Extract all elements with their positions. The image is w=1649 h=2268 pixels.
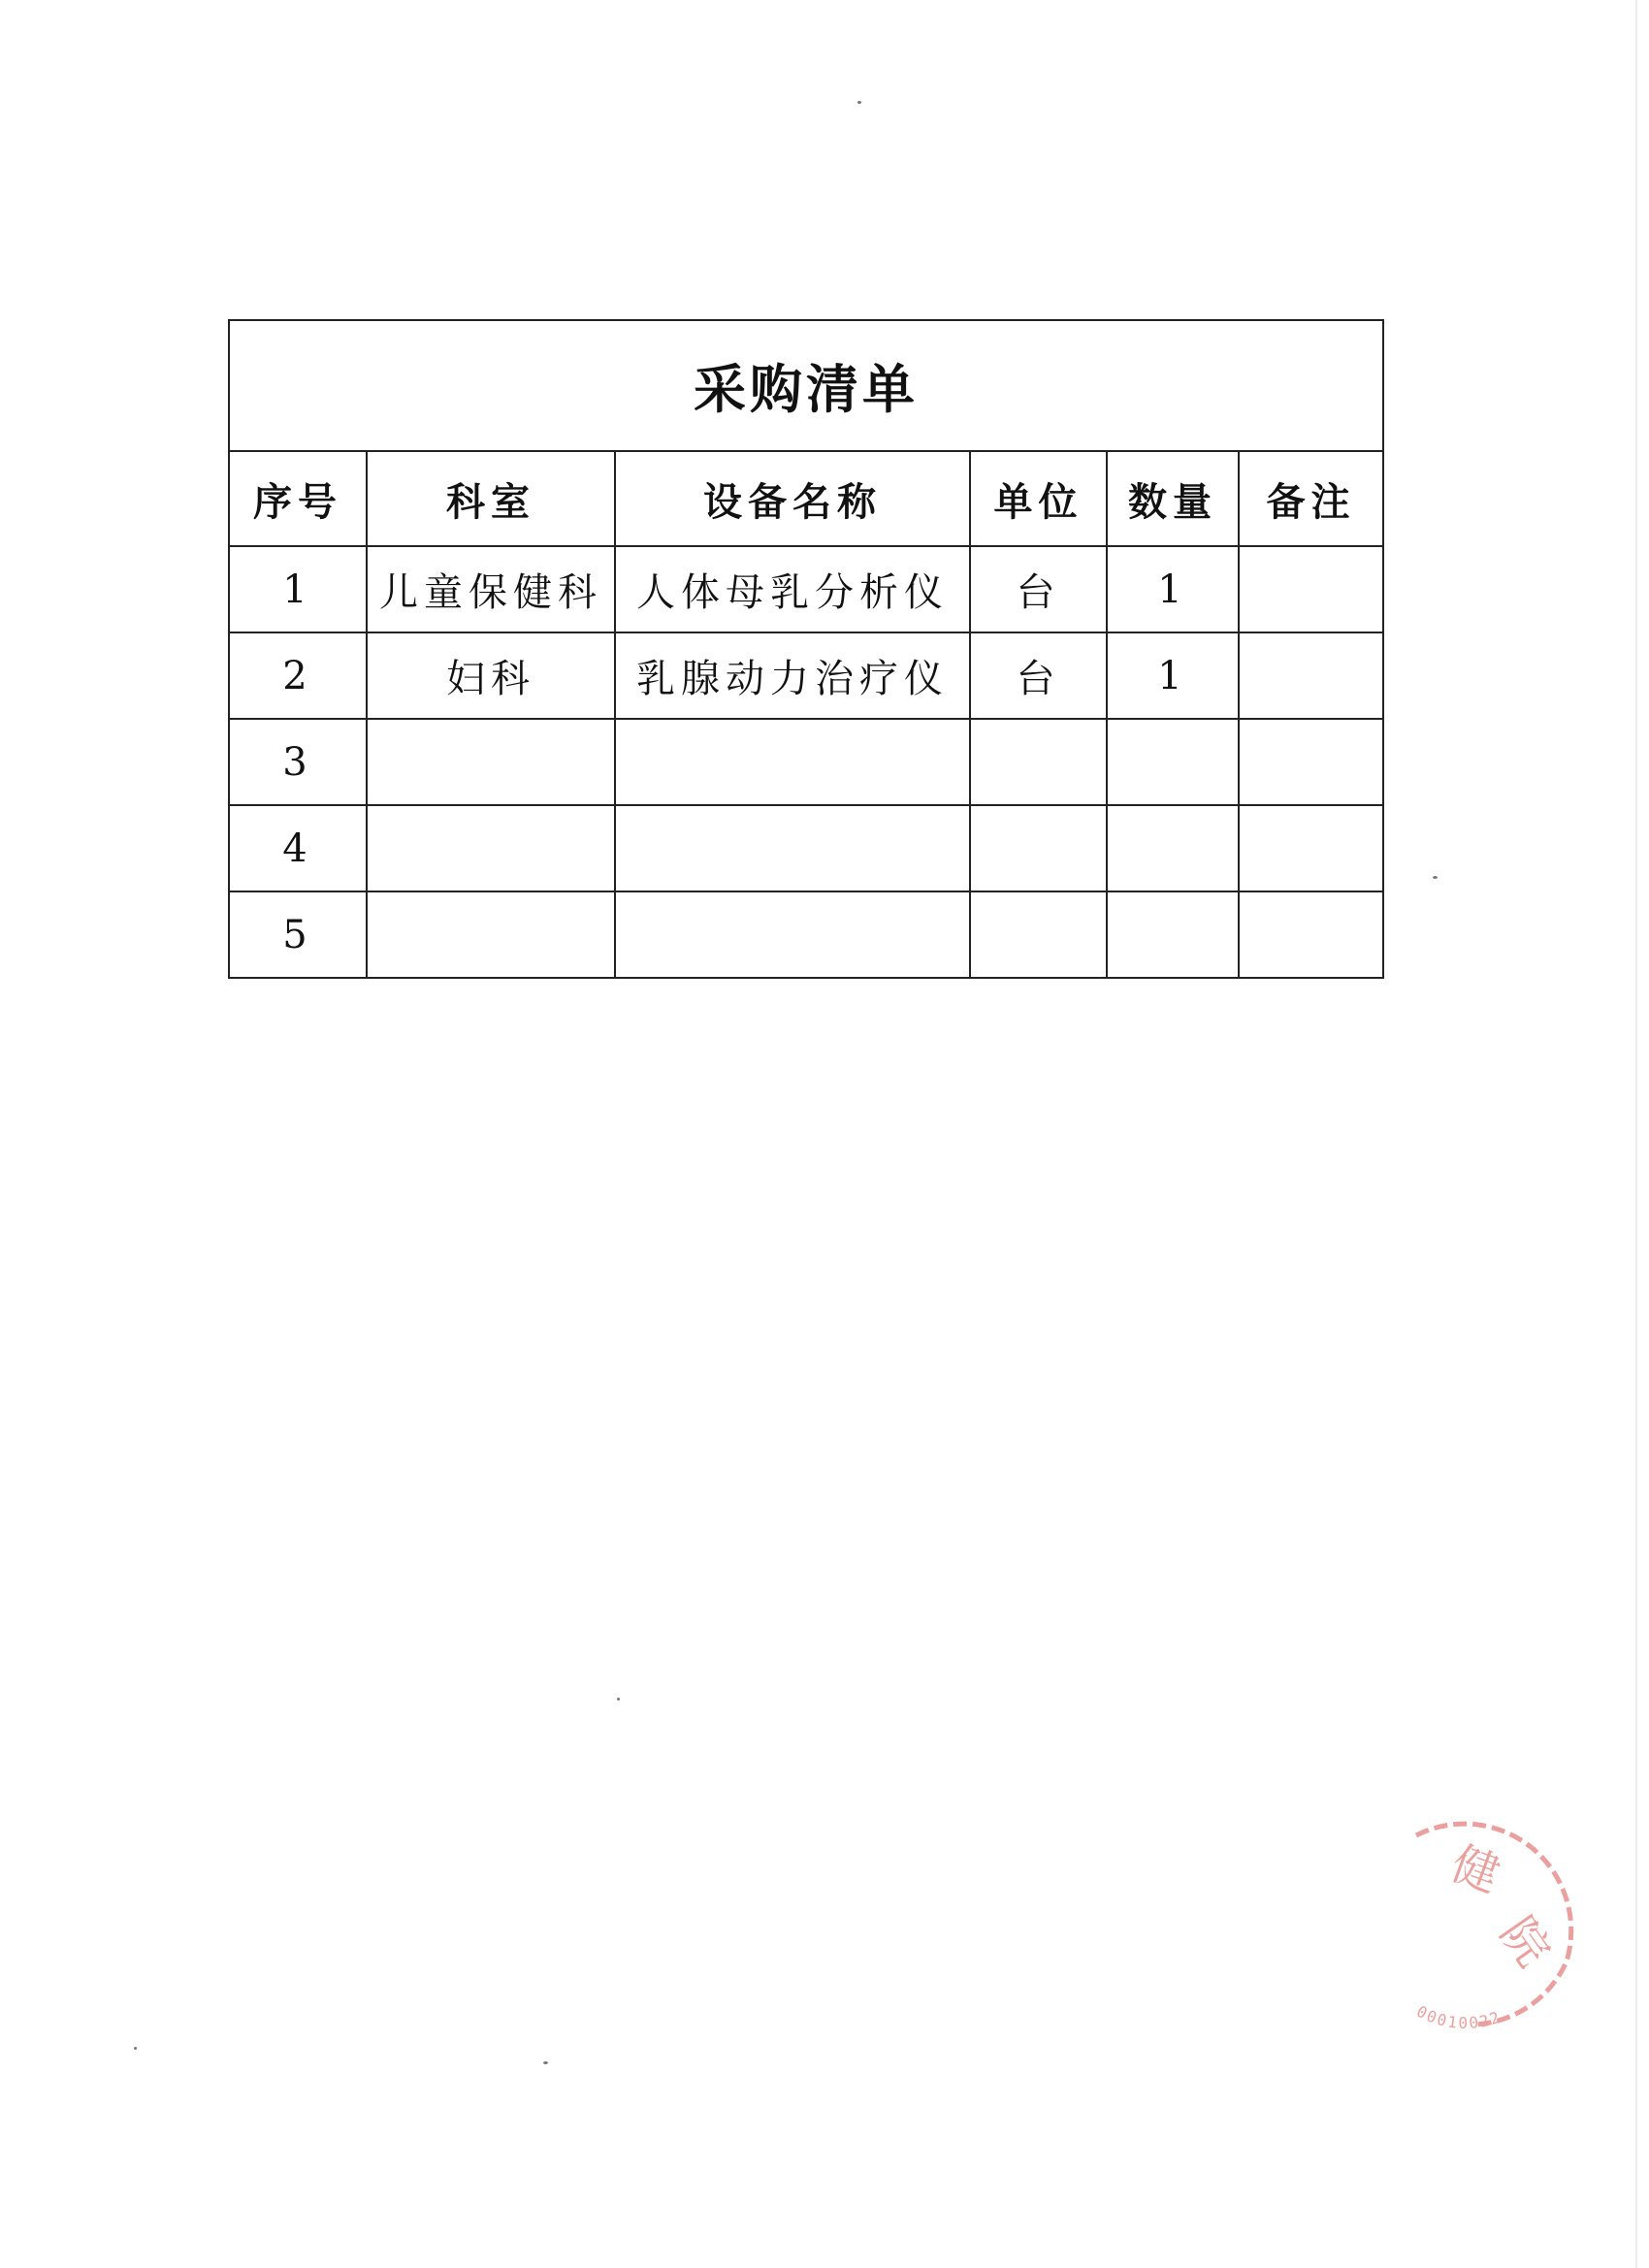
scan-speck [857,101,861,104]
cell-equipment-name: 乳腺动力治疗仪 [615,632,970,719]
table-row [229,546,1383,632]
scan-speck [617,1698,620,1701]
cell-remarks [1239,546,1383,632]
cell-quantity [1107,891,1239,978]
seal-code: 00010022 [1413,2001,1504,2029]
purchase-list-table [228,319,1384,979]
cell-quantity [1107,805,1239,891]
cell-unit: 台 [970,632,1107,719]
cell-index: 5 [229,891,367,978]
official-seal-stamp [1358,1806,1581,2029]
cell-unit [970,805,1107,891]
seal-character: 健 [1444,1836,1507,1904]
cell-remarks [1239,632,1383,719]
cell-remarks [1239,805,1383,891]
table-row [229,891,1383,978]
table-row [229,632,1383,719]
header-remarks: 备注 [1239,451,1383,546]
cell-quantity [1107,719,1239,805]
header-index: 序号 [229,451,367,546]
cell-unit [970,891,1107,978]
header-quantity: 数量 [1107,451,1239,546]
scan-speck [134,2047,137,2050]
seal-character: 院 [1489,1907,1561,1977]
cell-department [367,719,615,805]
header-equipment-name: 设备名称 [615,451,970,546]
cell-quantity: 1 [1107,632,1239,719]
cell-department: 儿童保健科 [367,546,615,632]
table-row [229,719,1383,805]
cell-index: 2 [229,632,367,719]
cell-remarks [1239,719,1383,805]
table-title: 采购清单 [229,320,1383,451]
cell-department [367,891,615,978]
cell-department [367,805,615,891]
cell-equipment-name: 人体母乳分析仪 [615,546,970,632]
table-row [229,805,1383,891]
cell-index: 1 [229,546,367,632]
cell-equipment-name [615,805,970,891]
cell-remarks [1239,891,1383,978]
page-edge [1635,0,1637,2268]
cell-equipment-name [615,719,970,805]
header-row [229,451,1383,546]
cell-index: 3 [229,719,367,805]
cell-index: 4 [229,805,367,891]
cell-department: 妇科 [367,632,615,719]
cell-quantity: 1 [1107,546,1239,632]
scan-speck [543,2061,548,2064]
scan-speck [1433,876,1438,879]
header-department: 科室 [367,451,615,546]
cell-unit [970,719,1107,805]
header-unit: 单位 [970,451,1107,546]
cell-unit: 台 [970,546,1107,632]
cell-equipment-name [615,891,970,978]
